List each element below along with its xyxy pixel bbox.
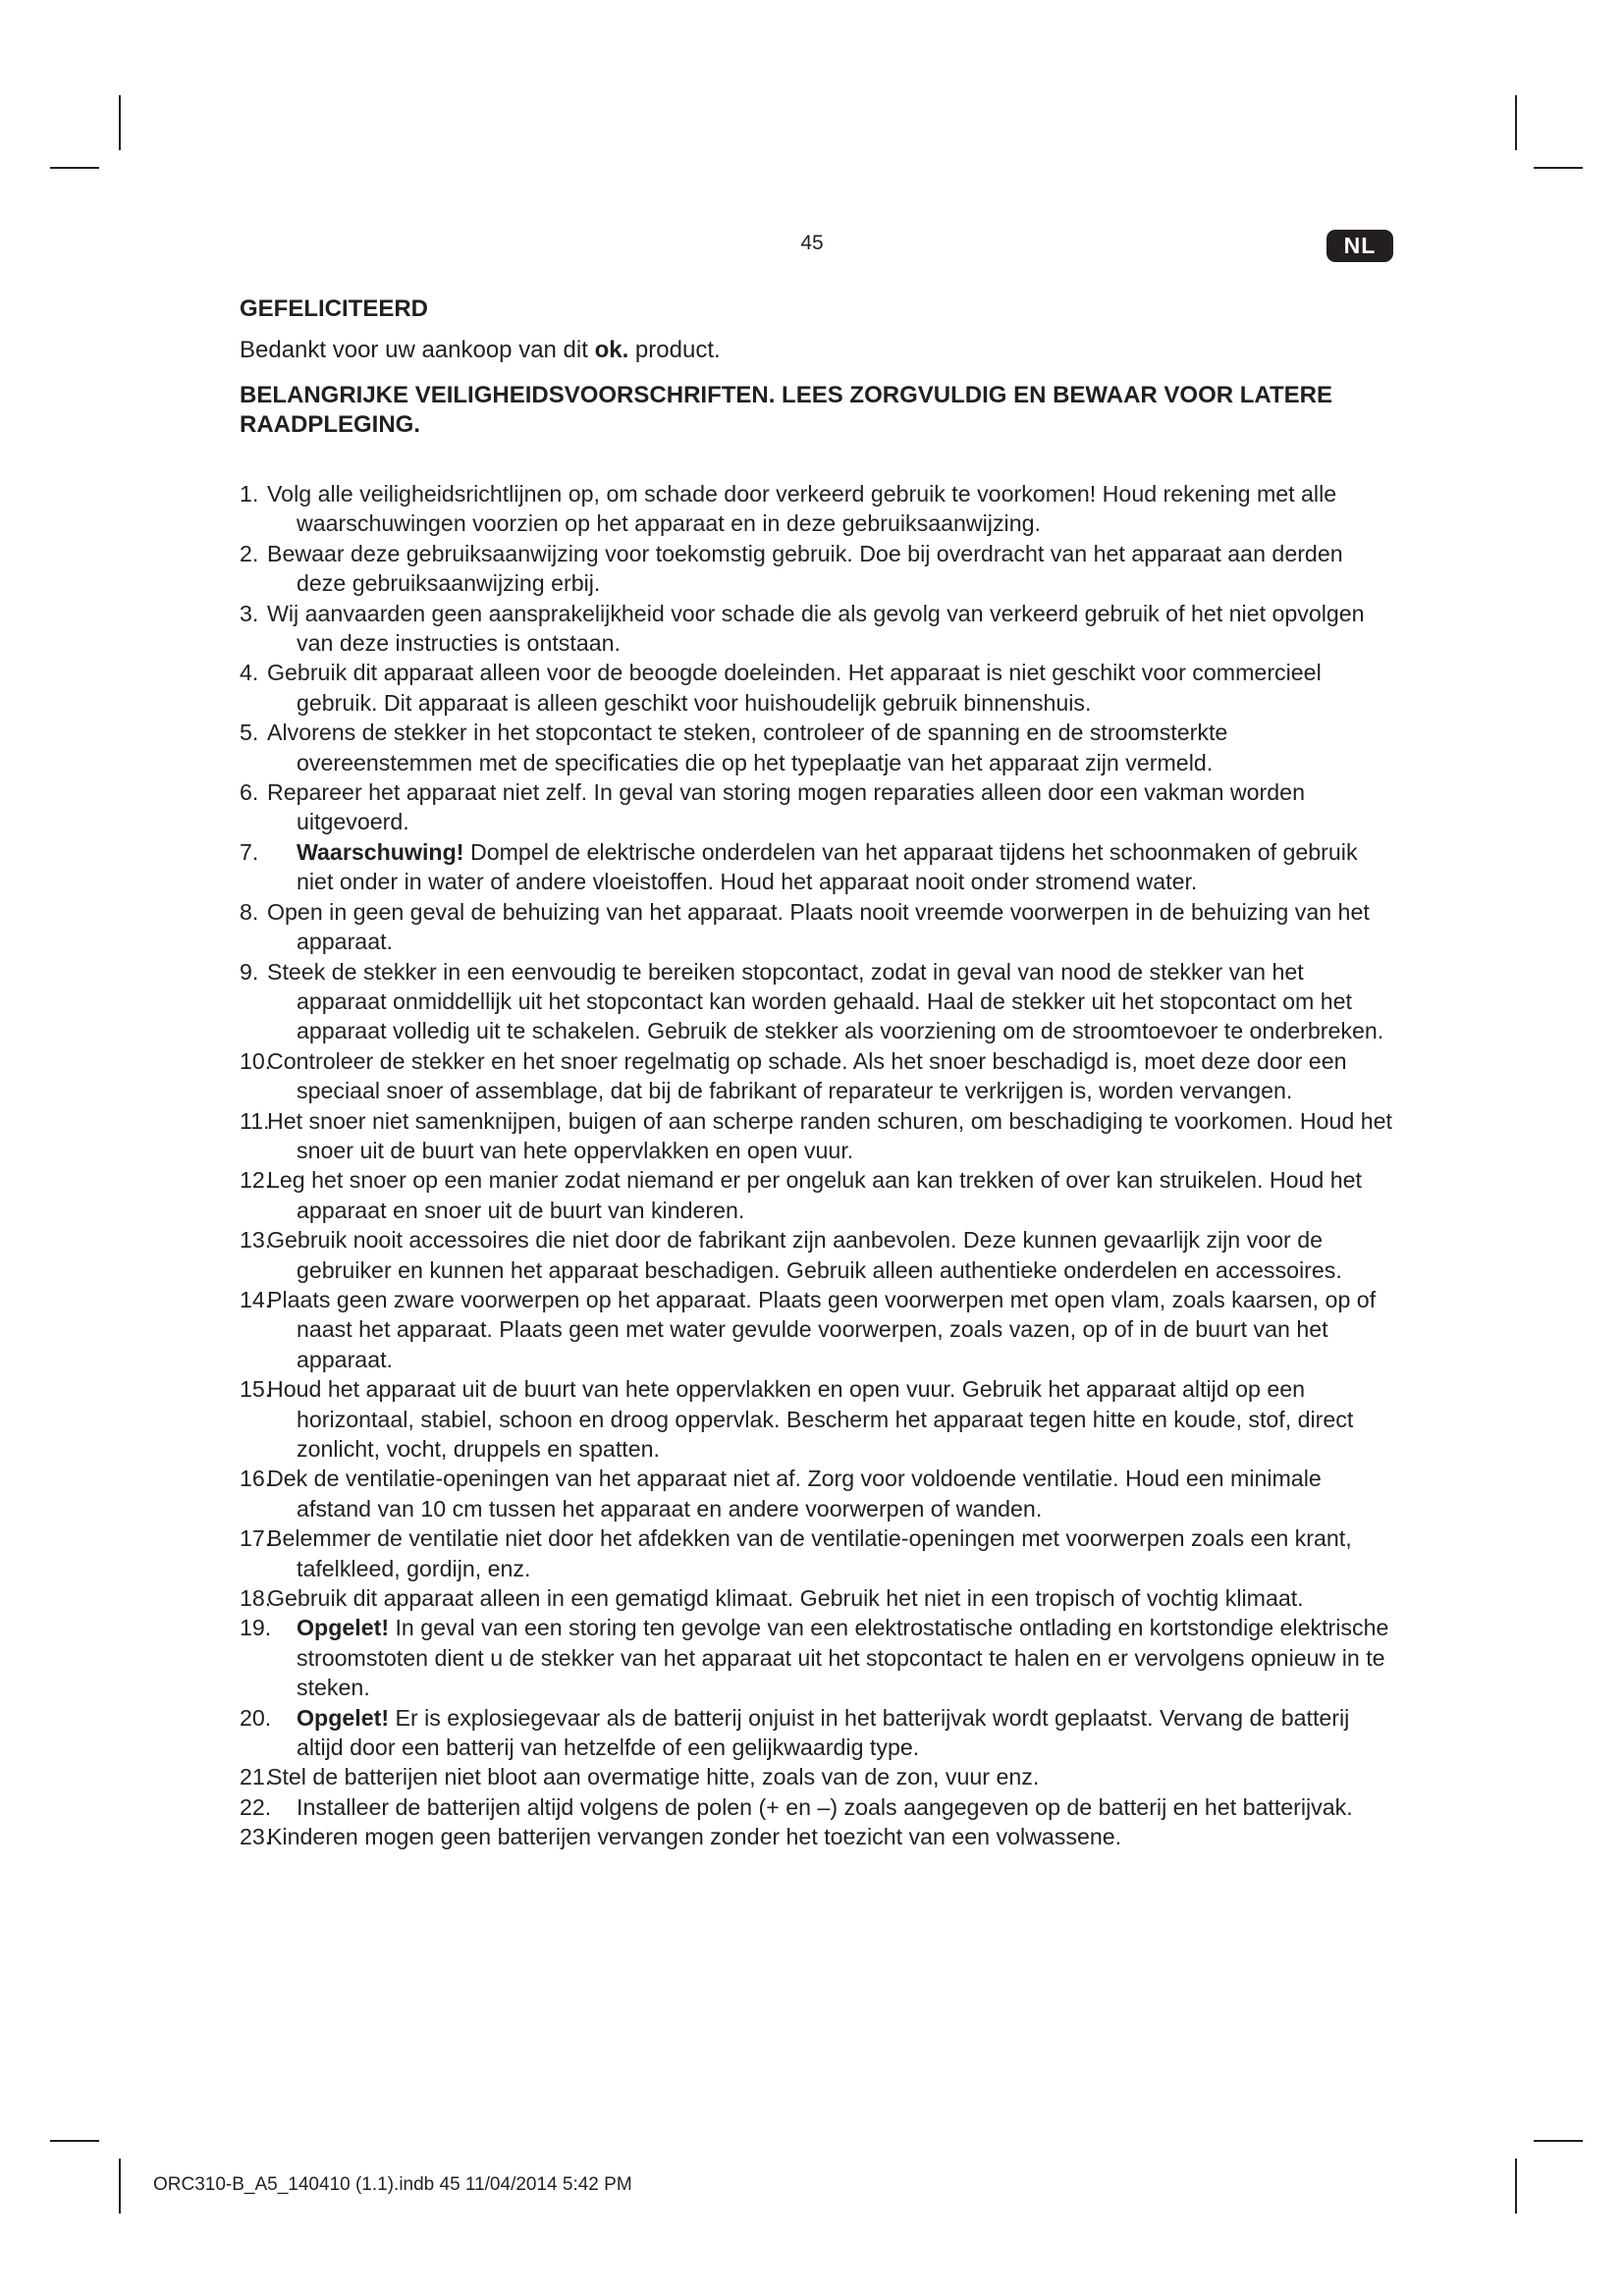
rule-body: Steek de stekker in een eenvoudig te bereiken stopcontact, zodat in geval van nood de stekker van het apparaat onmiddellijk uit het stopcontact kan worden gehaald. Haal de stekker uit het stopcontact om het apparaat volledig uit te schakelen. Gebruik de stekker als voorziening om de stroomtoevoer te onderbreken. — [267, 958, 1384, 1044]
rule-number: 6. — [240, 779, 259, 806]
rule-body: Alvorens de stekker in het stopcontact te steken, controleer of de spanning en de stroomsterkte overeenstemmen met de specificaties die op het typeplaatje van het apparaat zijn vermeld. — [267, 720, 1228, 775]
rule-number: 15. — [240, 1376, 272, 1403]
rule-number: 2. — [240, 540, 259, 566]
rule-number: 10. — [240, 1047, 272, 1074]
rule-text — [297, 1613, 1398, 1702]
thanks-text-after: product. — [628, 337, 721, 363]
crop-mark-bottom-left-horizontal — [50, 2140, 99, 2142]
safety-rule — [240, 1106, 1398, 1166]
rule-text — [267, 1285, 1398, 1374]
crop-mark-top-left-horizontal — [50, 167, 99, 169]
rule-text — [267, 897, 1398, 957]
rule-body: Houd het apparaat uit de buurt van hete oppervlakken en open vuur. Gebruik het apparaat altijd op een horizontaal, stabiel, schoon en droog oppervlak. Bescherm het apparaat tegen hitte en koude, stof, direct zonlicht, vocht, druppels en spatten. — [267, 1376, 1354, 1462]
crop-mark-bottom-left-vertical — [119, 2159, 121, 2214]
safety-rule — [240, 777, 1398, 837]
rule-body: Dompel de elektrische onderdelen van het apparaat tijdens het schoonmaken of gebruik niet onder in water of andere vloeistoffen. Houd het apparaat nooit onder stromend water. — [297, 838, 1358, 895]
safety-rule — [240, 1374, 1398, 1464]
safety-rule — [240, 1285, 1398, 1374]
rule-body: Repareer het apparaat niet zelf. In geval van storing mogen reparaties alleen door een vakman worden uitgevoerd. — [267, 779, 1305, 835]
safety-rule — [240, 1792, 1398, 1822]
rule-text — [267, 718, 1398, 777]
rule-number: 11. — [240, 1107, 270, 1134]
rule-text — [297, 1792, 1398, 1822]
safety-rule — [240, 897, 1398, 957]
rule-text — [267, 1464, 1398, 1523]
rule-body: Stel de batterijen niet bloot aan overmatige hitte, zoals van de zon, vuur enz. — [267, 1764, 1040, 1790]
rule-text — [267, 957, 1398, 1046]
rule-text — [267, 1225, 1398, 1285]
rule-body: Gebruik nooit accessoires die niet door de fabrikant zijn aanbevolen. Deze kunnen gevaarlijk zijn voor de gebruiker en kunnen het apparaat beschadigen. Gebruik alleen authentieke onderdelen en accessoires. — [267, 1227, 1342, 1283]
rule-text — [297, 1703, 1398, 1763]
thanks-text-before: Bedankt voor uw aankoop van dit — [240, 337, 595, 363]
rule-text — [297, 837, 1398, 897]
rule-warning-label: Opgelet! — [297, 1615, 390, 1641]
rule-warning-label: Opgelet! — [297, 1704, 390, 1731]
rule-text — [267, 1106, 1398, 1166]
rule-body: Controleer de stekker en het snoer regelmatig op schade. Als het snoer beschadigd is, moet deze door een speciaal snoer of assemblage, dat bij de fabrikant of reparateur te verkrijgen is, worden vervangen. — [267, 1047, 1347, 1104]
rule-text — [267, 777, 1398, 837]
rule-number: 5. — [240, 720, 259, 746]
rule-number: 13. — [240, 1227, 272, 1254]
rule-text — [267, 539, 1398, 599]
page-number: 45 — [800, 232, 824, 254]
safety-rule — [240, 1523, 1398, 1583]
safety-rule — [240, 539, 1398, 599]
rule-text — [267, 658, 1398, 718]
rule-body: Er is explosiegevaar als de batterij onjuist in het batterijvak wordt geplaatst. Vervang de batterij altijd door een batterij van hetzelfde of een gelijkwaardig type. — [297, 1704, 1350, 1761]
rule-warning-label: Waarschuwing! — [297, 838, 464, 865]
crop-mark-bottom-right-horizontal — [1534, 2140, 1583, 2142]
crop-mark-top-right-horizontal — [1534, 167, 1583, 169]
safety-rule — [240, 718, 1398, 777]
safety-rule — [240, 1583, 1398, 1613]
rule-body: Installeer de batterijen altijd volgens de polen (+ en –) zoals aangegeven op de batterij en het batterijvak. — [297, 1793, 1353, 1820]
safety-rule — [240, 1464, 1398, 1523]
rule-number: 19. — [240, 1615, 272, 1641]
safety-rule — [240, 658, 1398, 718]
rule-body: Dek de ventilatie-openingen van het apparaat niet af. Zorg voor voldoende ventilatie. Houd een minimale afstand van 10 cm tussen het apparaat en andere voorwerpen of wanden. — [267, 1466, 1322, 1522]
rule-number: 22. — [240, 1793, 272, 1820]
safety-rule — [240, 1762, 1398, 1791]
safety-rule — [240, 1046, 1398, 1106]
rule-text — [267, 1165, 1398, 1225]
safety-rule — [240, 599, 1398, 659]
safety-rule — [240, 1225, 1398, 1285]
rule-body: Belemmer de ventilatie niet door het afdekken van de ventilatie-openingen met voorwerpen zoals een krant, tafelkleed, gordijn, enz. — [267, 1525, 1352, 1581]
safety-instructions-heading: BELANGRIJKE VEILIGHEIDSVOORSCHRIFTEN. LEES ZORGVULDIG EN BEWAAR VOOR LATERE RAADPLEGING. — [240, 382, 1332, 438]
rule-text — [267, 1822, 1398, 1851]
rule-number: 14. — [240, 1286, 272, 1312]
safety-rule — [240, 837, 1398, 897]
print-footer: ORC310-B_A5_140410 (1.1).indb 45 11/04/2014 5:42 PM — [153, 2174, 632, 2195]
rule-number: 16. — [240, 1466, 272, 1492]
rule-body: Leg het snoer op een manier zodat niemand er per ongeluk aan kan trekken of over kan struikelen. Houd het apparaat en snoer uit de buurt van kinderen. — [267, 1167, 1362, 1223]
rule-number: 7. — [240, 838, 259, 865]
rule-number: 17. — [240, 1525, 272, 1552]
rule-text — [267, 599, 1398, 659]
rule-text — [267, 1583, 1398, 1613]
language-badge: NL — [1326, 230, 1393, 262]
rule-number: 3. — [240, 600, 259, 626]
rule-body: In geval van een storing ten gevolge van een elektrostatische ontlading en kortstondige elektrische stroomstoten dient u de stekker van het apparaat uit het stopcontact te halen en er vervolgens opnieuw in te steken. — [297, 1615, 1389, 1701]
safety-rule — [240, 1822, 1398, 1851]
document-body — [240, 294, 1398, 1852]
rule-text — [267, 1046, 1398, 1106]
crop-mark-top-right-vertical — [1515, 95, 1517, 150]
rule-text — [267, 1762, 1398, 1791]
safety-rule — [240, 1703, 1398, 1763]
rule-body: Plaats geen zware voorwerpen op het apparaat. Plaats geen voorwerpen met open vlam, zoals kaarsen, op of naast het apparaat. Plaats geen met water gevulde voorwerpen, zoals vazen, op of in de buurt van het apparaat. — [267, 1286, 1377, 1372]
rule-number: 9. — [240, 958, 259, 985]
crop-mark-top-left-vertical — [119, 95, 121, 150]
rule-number: 21. — [240, 1764, 272, 1790]
safety-rule — [240, 957, 1398, 1046]
rule-body: Kinderen mogen geen batterijen vervangen zonder het toezicht van een volwassene. — [267, 1824, 1122, 1850]
rule-body: Volg alle veiligheidsrichtlijnen op, om schade door verkeerd gebruik te voorkomen! Houd rekening met alle waarschuwingen voorzien op het apparaat en in deze gebruiksaanwijzing. — [267, 481, 1337, 537]
rule-number: 18. — [240, 1585, 272, 1612]
rule-body: Het snoer niet samenknijpen, buigen of aan scherpe randen schuren, om beschadiging te voorkomen. Houd het snoer uit de buurt van hete oppervlakken en open vuur. — [267, 1107, 1392, 1163]
rule-number: 12. — [240, 1167, 272, 1194]
crop-mark-bottom-right-vertical — [1515, 2159, 1517, 2214]
rule-text — [267, 1523, 1398, 1583]
rule-body: Open in geen geval de behuizing van het apparaat. Plaats nooit vreemde voorwerpen in de behuizing van het apparaat. — [267, 898, 1370, 955]
rule-body: Wij aanvaarden geen aansprakelijkheid voor schade die als gevolg van verkeerd gebruik of het niet opvolgen van deze instructies is ontstaan. — [267, 600, 1365, 657]
rule-number: 23. — [240, 1824, 272, 1850]
safety-rules-list — [240, 479, 1398, 1852]
rule-number: 1. — [240, 481, 259, 507]
thank-you-line — [240, 336, 1398, 365]
congrats-heading: GEFELICITEERD — [240, 295, 429, 322]
rule-text — [267, 1374, 1398, 1464]
rule-body: Gebruik dit apparaat alleen in een gematigd klimaat. Gebruik het niet in een tropisch of vochtig klimaat. — [267, 1585, 1304, 1612]
rule-body: Gebruik dit apparaat alleen voor de beoogde doeleinden. Het apparaat is niet geschikt voor commercieel gebruik. Dit apparaat is alleen geschikt voor huishoudelijk gebruik binnenshuis. — [267, 660, 1322, 716]
rule-text — [267, 479, 1398, 539]
rule-number: 4. — [240, 660, 259, 686]
safety-rule — [240, 479, 1398, 539]
rule-body: Bewaar deze gebruiksaanwijzing voor toekomstig gebruik. Doe bij overdracht van het apparaat aan derden deze gebruiksaanwijzing erbij. — [267, 540, 1343, 597]
safety-rule — [240, 1165, 1398, 1225]
rule-number: 20. — [240, 1704, 272, 1731]
rule-number: 8. — [240, 898, 259, 925]
brand-name: ok. — [594, 337, 629, 363]
safety-rule — [240, 1613, 1398, 1702]
